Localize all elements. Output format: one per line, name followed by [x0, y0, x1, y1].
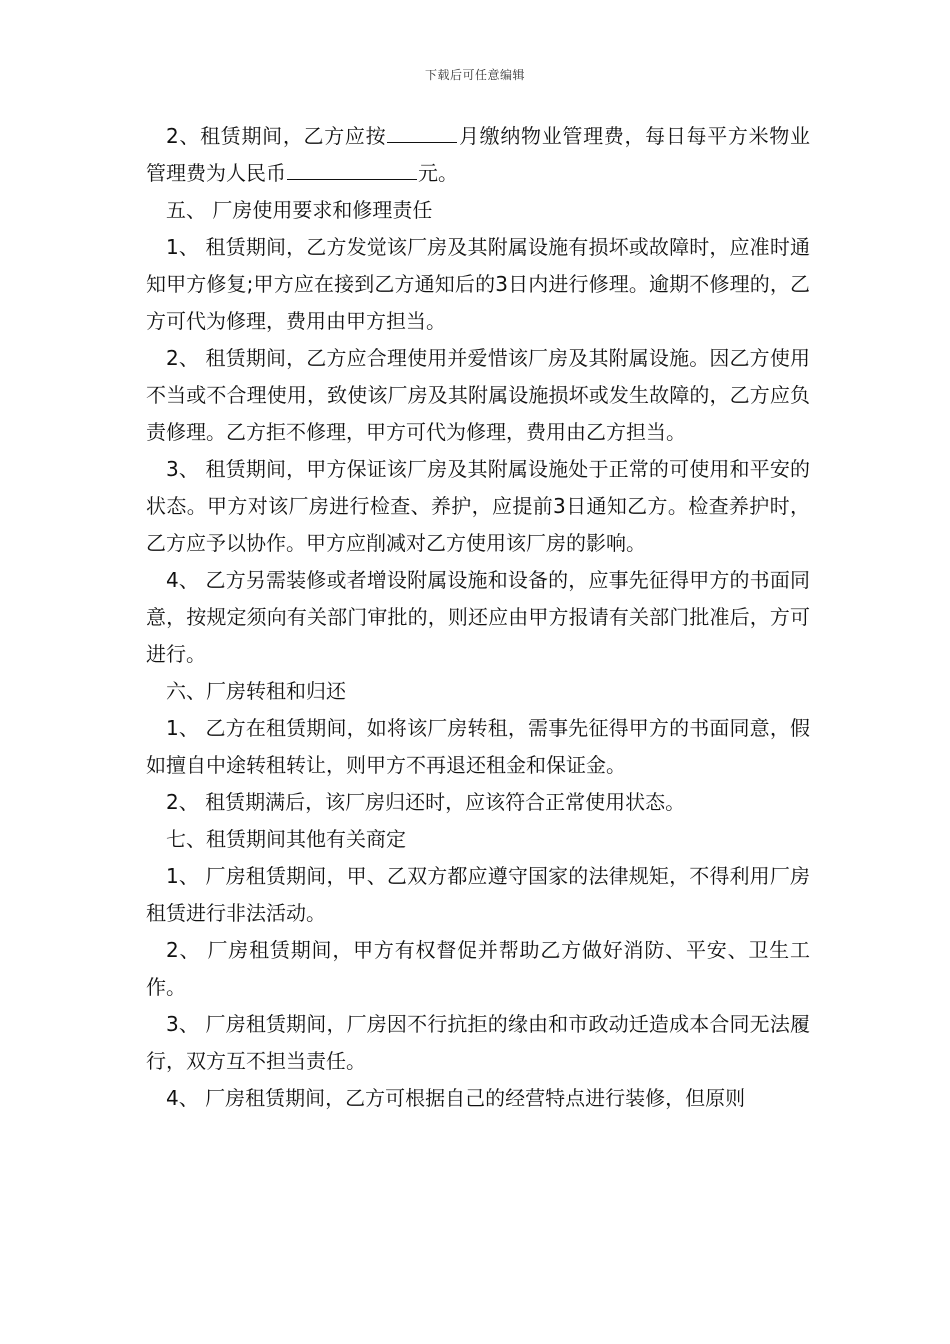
clause-7-4: 4、 厂房租赁期间，乙方可根据自己的经营特点进行装修，但原则	[166, 1086, 746, 1110]
clause-6-1: 1、 乙方在租赁期间，如将该厂房转租，需事先征得甲方的书面同意，假如擅自中途转租转让，则甲方不再退还租金和保证金。	[146, 716, 810, 777]
clause-text: 元。	[418, 161, 458, 185]
document-body	[146, 118, 810, 1117]
fill-blank-months	[387, 120, 457, 143]
section-heading-6: 六、厂房转租和归还	[166, 679, 346, 703]
section-heading-5: 五、 厂房使用要求和修理责任	[166, 198, 433, 222]
clause-text: 2、租赁期间，乙方应按	[166, 124, 387, 148]
clause-5-4: 4、 乙方另需装修或者增设附属设施和设备的，应事先征得甲方的书面同意，按规定须向有关部门审批的，则还应由甲方报请有关部门批准后，方可进行。	[146, 568, 810, 666]
fill-blank-amount	[287, 157, 417, 180]
page-header: 下载后可任意编辑	[424, 68, 525, 82]
clause-7-1: 1、 厂房租赁期间，甲、乙双方都应遵守国家的法律规矩，不得利用厂房租赁进行非法活动。	[146, 864, 810, 925]
clause-5-2: 2、 租赁期间，乙方应合理使用并爱惜该厂房及其附属设施。因乙方使用不当或不合理使用，致使该厂房及其附属设施损坏或发生故障的，乙方应负责修理。乙方拒不修理，甲方可代为修理，费用由乙方担当。	[146, 346, 810, 444]
clause-6-2: 2、 租赁期满后，该厂房归还时，应该符合正常使用状态。	[166, 790, 686, 814]
paragraph-fee-clause	[146, 118, 810, 192]
clause-text: 月缴纳物业管理费，每日每平方米物业管理费为人民币	[146, 124, 810, 185]
section-heading-7: 七、租赁期间其他有关商定	[166, 827, 406, 851]
clause-5-3: 3、 租赁期间，甲方保证该厂房及其附属设施处于正常的可使用和平安的状态。甲方对该厂房进行检查、养护，应提前3日通知乙方。检查养护时，乙方应予以协作。甲方应削减对乙方使用该厂房的影响。	[146, 457, 810, 555]
clause-7-2: 2、 厂房租赁期间，甲方有权督促并帮助乙方做好消防、平安、卫生工作。	[146, 938, 810, 999]
clause-5-1: 1、 租赁期间，乙方发觉该厂房及其附属设施有损坏或故障时，应准时通知甲方修复;甲方应在接到乙方通知后的3日内进行修理。逾期不修理的，乙方可代为修理，费用由甲方担当。	[146, 235, 810, 333]
clause-7-3: 3、 厂房租赁期间，厂房因不行抗拒的缘由和市政动迁造成本合同无法履行，双方互不担当责任。	[146, 1012, 810, 1073]
